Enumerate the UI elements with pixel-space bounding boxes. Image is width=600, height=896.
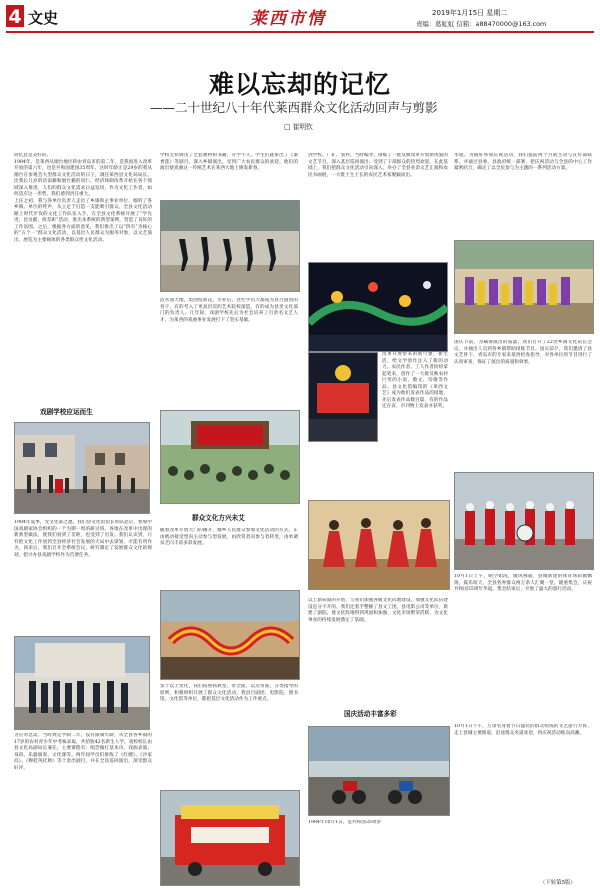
photo-dancing-troupe (454, 240, 594, 334)
header-rule (6, 31, 594, 33)
masthead: 莱西市情 (250, 9, 326, 29)
photo-martial-arts (160, 200, 300, 292)
subhead-national-day: 国庆活动丰富多彩 (344, 710, 397, 718)
article-title: 难以忘却的记忆 (208, 70, 391, 99)
column-1c-text: 为应对急需，当时规定学制二年，没有限制年龄，从全县各乡镇的17岁的农村青少年中考核录取，共招收42名新生人学。戏校校长由县文化局副局长兼任，主要课程有：唱念做打基本功、戏曲表演、身段、乐器演奏、文化课等。两年间学员们排练了《红嫂》、《沙家浜》、《穆桂英挂帅》等十余出剧目，并在全县巡回演出，深受群众好评。 (14, 733, 152, 771)
column-2c-text: 随着改革开放大门的敞开，城乡人民群众参加文化活动的方式，正由被动接受型向主动参与型发展，由欣赏者向参与者转变，由单调贫乏向丰富多彩发展。 (160, 528, 298, 546)
column-1-text: 回忆总是美好的。 1984年，是莱西从烟台地区转由青岛市的第二年，是我国进入改革开放的第六年，也是共和国建国35周年。这时年龄正是29岁的我从烟台在参观会大型群众文化活动的日子，调任莱西县文化局局长。比我长几岁的济南籍和烟台籍的同仁，经济体制改革开始在各个领域深入推进，人们的群众文化需求日益迫切，作为文化工作者，如何适应这一形势，我们感到责任重大。 上任之初，我与各单位负责人走访了乡镇和企事业单位，倾听了各乡镇、单位的呼声，从立足于打造一支能吸引群众、全县文化活动跟上时代步伐的文化工作队伍入手，在全县文化系统开展了“学先进，比贡献，找差距”活动，推出本系统的典型案例，营造了良好的工作氛围。之后，根据各方面的意见，我们推出了以“四有”为核心的“五个一”群众文化活动，以基层人民群众为服务对象，以文艺演出、展览为主要载体的各类群众性文化活动。 (14, 153, 152, 243)
continued-notice: （下转第5版） (540, 880, 576, 886)
column-3-text: 到学校、厂矿、农村，当时编导、排练了一批反映改革开放新风貌的文艺节目，深入基层巡回演出，受到了干部群众的热烈欢迎。在此基础上，我们把群众文化活动引向深入，举办了全县业余文艺汇演和农民书画展，一大批土生土长的农民艺术家脱颖而出。 (308, 153, 448, 178)
photo-street-scene (14, 422, 150, 514)
column-2-text: 学校无偿调送了全套教材和书籍，开学不久，学生们就排出了《秦香莲》等剧目，深入乡镇演出，受到广大农民群众的欢迎。他们的演出使戏曲这一传统艺术在莱西大地上焕发新春。 (160, 153, 298, 171)
photo-stage-crowd (160, 410, 300, 504)
photo-dancers (308, 500, 450, 590)
photo-lantern-night (308, 262, 448, 352)
photo-student-group (14, 636, 150, 730)
column-3c-text: 以上新局面的开创，与我们加强各级文化阵地建设、加强文化队伍建设是分不开的。我们还着手整顿了县文工团、县电影公司等单位，新建了剧院，使文化阵地得到巩固和加强，文化市场繁荣活跃，为文化事业的持续发展奠定了基础。 (308, 598, 448, 623)
page-number: 4 (8, 6, 22, 28)
column-4c-text: 10月1日上午，晴空如洗，微风拂面，县城新建的体育场彩旗飘扬，鼓乐喧天，全县各界群众两万余人汇聚一堂，隆重集会，庆祝共和国35周年华诞。集会结束后，开始了盛大的游行活动。 (454, 574, 592, 592)
issue-date: 2019年1月15日 星期二 (432, 9, 508, 17)
column-4b-text: 国庆节前，为确保演出的质量，我们召开了22处乡镇文化站长会议，并抽出人员到各乡镇帮助排练节目。国庆前夕，我们邀请了县文艺骨干、青岛市的专家来莱西检查指导，对各单位的节目进行了认真审查，保证了演出的质量和效果。 (454, 340, 592, 365)
column-4-text: 华诞。为搞好各项庆祝活动，我们提前两个月就主动与宣传部联系，并通过县委、县政府统一部署，把庆祝活动与全县的中心工作紧密结合，确定了以全民参与为主题的一系列活动方案。 (454, 153, 592, 171)
section-name: 文史 (28, 9, 59, 27)
subhead-mass-culture: 群众文化方兴未艾 (192, 514, 245, 522)
photo-dragon-dance (160, 590, 300, 680)
photo-parade-float (160, 790, 300, 886)
column-3d-text: 1984年10月1日，是共和国35周岁 (308, 820, 382, 825)
author-byline: □ 崔明钦 (284, 123, 313, 131)
photo-night-parade (308, 352, 378, 442)
photo-marching-band (454, 472, 594, 570)
editor-line: 责编：葛虹虹 信箱：a88470000@163.com (416, 20, 547, 28)
column-4d-text: 10月1日下午，万余名身着节日盛装的群众组成的文艺游行方阵，走上县城主要街道，沿途群众夹道欢迎，将庆祝活动推向高潮。 (454, 724, 592, 736)
column-2d-text: 鉴于以上变化，我们按照抓典型、带全面，以点带面，分类指导的原则，积极组织开展了群众文化活动。我县吕剧团、电影院、图书馆、文化馆等单位，都把基层文化活动作为工作重点。 (160, 684, 298, 702)
column-1b-text: 1984年夏季，受文化部之邀，我们县文化馆馆长带队赴京，参加中国戏剧家协会组织的一个为期一周的研讨班。各地在改革中出现的新典型做法，使我们看到了差距，也受到了启发。我们认识到，只有把文化工作放到全县经济社会发展的大局中去谋划，才能有所作为。回来后，我们召开全系统会议，研究制定了发展群众文化的规划，把兴办县戏剧学校作为首要任务。 (14, 520, 152, 558)
column-2b-text: 活水润大地，梨园绽新花。毕业后，这些学员大都成为县吕剧团的骨干，有的考入了更高层次的艺术院校深造，有的成为县里文化部门的负责人。几年间，戏剧学校先后为社会培养了百余名文艺人才，为莱西的戏曲事业发展打下了坚实基础。 (160, 298, 298, 323)
article-subtitle: ——二十世纪八十年代莱西群众文化活动回声与剪影 (150, 100, 438, 115)
photo-motorcycle-parade (308, 726, 450, 816)
column-3b-text: 改革开放带来的新气象，新生活，给文学创作注入了新的动力。农民作者、工人作者纷纷拿起笔来，创作了一大批反映农村巨变的小说、散文、诗歌等作品。县文化馆编印的《莱西文艺》成为他们发表作品的园地，先后发表作品数百篇，有的作品还在省、市刊物上发表并获奖。 (382, 352, 448, 409)
subhead-drama-school: 戏剧学校应运而生 (40, 408, 93, 416)
